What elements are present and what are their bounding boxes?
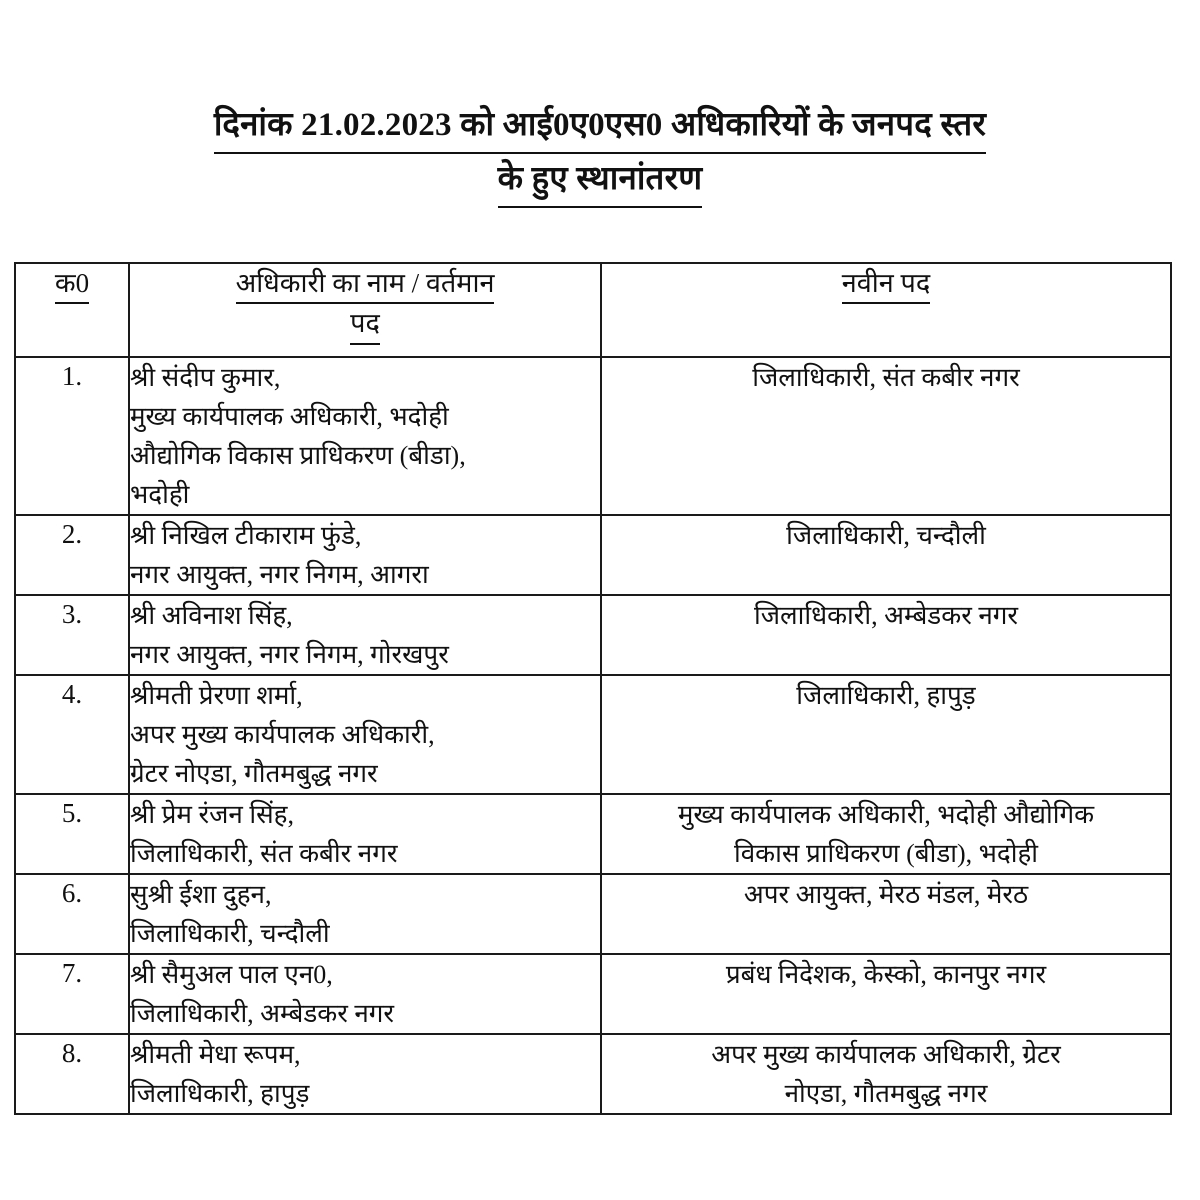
- cell-officer-name-line: औद्योगिक विकास प्राधिकरण (बीडा),: [130, 441, 466, 470]
- cell-officer-name-line: जिलाधिकारी, संत कबीर नगर: [130, 839, 398, 868]
- transfer-table: [14, 262, 1172, 1115]
- table-row: [15, 1034, 1171, 1114]
- page-title-line-2: [0, 154, 1200, 208]
- column-header-officer-name-line-1: अधिकारी का नाम / वर्तमान: [236, 264, 495, 304]
- cell-serial: 8.: [15, 1034, 129, 1114]
- cell-officer-name-line: भदोही: [130, 480, 190, 509]
- cell-officer-name-current-post: [129, 515, 601, 595]
- cell-new-post-line: अपर मुख्य कार्यपालक अधिकारी, ग्रेटर: [711, 1040, 1061, 1069]
- cell-officer-name-line: अपर मुख्य कार्यपालक अधिकारी,: [130, 720, 435, 749]
- cell-officer-name-current-post: [129, 874, 601, 954]
- page-title-line-1-text: दिनांक 21.02.2023 को आई0ए0एस0 अधिकारियों के जनपद स्तर: [214, 100, 986, 154]
- cell-officer-name-current-post: [129, 357, 601, 515]
- cell-officer-name-line: श्री प्रेम रंजन सिंह,: [130, 800, 294, 829]
- page-title: [0, 100, 1200, 208]
- cell-officer-name-line: जिलाधिकारी, हापुड़: [130, 1079, 310, 1108]
- cell-serial: 5.: [15, 794, 129, 874]
- table-row: [15, 954, 1171, 1034]
- cell-new-post-line: अपर आयुक्त, मेरठ मंडल, मेरठ: [743, 880, 1029, 909]
- cell-officer-name-line: नगर आयुक्त, नगर निगम, गोरखपुर: [130, 640, 449, 669]
- cell-officer-name-current-post: [129, 675, 601, 794]
- cell-officer-name-line: मुख्य कार्यपालक अधिकारी, भदोही: [130, 402, 449, 431]
- cell-serial: 2.: [15, 515, 129, 595]
- cell-officer-name-line: सुश्री ईशा दुहन,: [130, 880, 272, 909]
- table-row: [15, 675, 1171, 794]
- table-body: [15, 357, 1171, 1114]
- cell-new-post: [601, 675, 1171, 794]
- cell-officer-name-line: श्री संदीप कुमार,: [130, 363, 281, 392]
- cell-new-post: [601, 1034, 1171, 1114]
- table-row: [15, 357, 1171, 515]
- table-row: [15, 595, 1171, 675]
- column-header-officer-name-line-2: पद: [350, 304, 380, 344]
- cell-new-post: [601, 357, 1171, 515]
- cell-new-post-line: जिलाधिकारी, अम्बेडकर नगर: [753, 601, 1019, 630]
- column-header-serial: [15, 263, 129, 357]
- page-title-line-2-text: के हुए स्थानांतरण: [498, 154, 703, 208]
- table-row: [15, 794, 1171, 874]
- cell-new-post: [601, 874, 1171, 954]
- cell-officer-name-current-post: [129, 1034, 601, 1114]
- cell-new-post: [601, 954, 1171, 1034]
- cell-officer-name-line: श्री निखिल टीकाराम फुंडे,: [130, 521, 362, 550]
- cell-new-post-line: जिलाधिकारी, हापुड़: [796, 681, 976, 710]
- cell-new-post-line: विकास प्राधिकरण (बीडा), भदोही: [733, 839, 1039, 868]
- transfer-table-container: [14, 262, 1170, 1115]
- cell-new-post: [601, 595, 1171, 675]
- column-header-officer-name: [129, 263, 601, 357]
- cell-new-post-line: जिलाधिकारी, संत कबीर नगर: [752, 363, 1020, 392]
- cell-serial: 3.: [15, 595, 129, 675]
- cell-serial: 6.: [15, 874, 129, 954]
- cell-new-post-line: प्रबंध निदेशक, केस्को, कानपुर नगर: [725, 960, 1047, 989]
- cell-officer-name-line: श्री सैमुअल पाल एन0,: [130, 960, 333, 989]
- cell-new-post-line: नोएडा, गौतमबुद्ध नगर: [784, 1079, 988, 1108]
- cell-serial: 7.: [15, 954, 129, 1034]
- table-header-row: [15, 263, 1171, 357]
- cell-officer-name-line: श्रीमती प्रेरणा शर्मा,: [130, 681, 303, 710]
- column-header-new-post-text: नवीन पद: [842, 264, 930, 304]
- cell-new-post-line: मुख्य कार्यपालक अधिकारी, भदोही औद्योगिक: [677, 800, 1095, 829]
- cell-officer-name-line: जिलाधिकारी, अम्बेडकर नगर: [130, 999, 395, 1028]
- cell-officer-name-current-post: [129, 794, 601, 874]
- cell-officer-name-current-post: [129, 954, 601, 1034]
- cell-officer-name-line: ग्रेटर नोएडा, गौतमबुद्ध नगर: [130, 759, 378, 788]
- cell-new-post-line: जिलाधिकारी, चन्दौली: [786, 521, 986, 550]
- cell-serial: 1.: [15, 357, 129, 515]
- table-row: [15, 515, 1171, 595]
- cell-officer-name-line: नगर आयुक्त, नगर निगम, आगरा: [130, 560, 429, 589]
- column-header-serial-text: क0: [55, 264, 89, 304]
- cell-serial: 4.: [15, 675, 129, 794]
- cell-officer-name-line: जिलाधिकारी, चन्दौली: [130, 919, 330, 948]
- page-title-line-1: [0, 100, 1200, 154]
- cell-new-post: [601, 794, 1171, 874]
- cell-officer-name-line: श्री अविनाश सिंह,: [130, 601, 293, 630]
- table-row: [15, 874, 1171, 954]
- table-header: [15, 263, 1171, 357]
- cell-officer-name-current-post: [129, 595, 601, 675]
- column-header-new-post: [601, 263, 1171, 357]
- cell-officer-name-line: श्रीमती मेधा रूपम,: [130, 1040, 301, 1069]
- cell-new-post: [601, 515, 1171, 595]
